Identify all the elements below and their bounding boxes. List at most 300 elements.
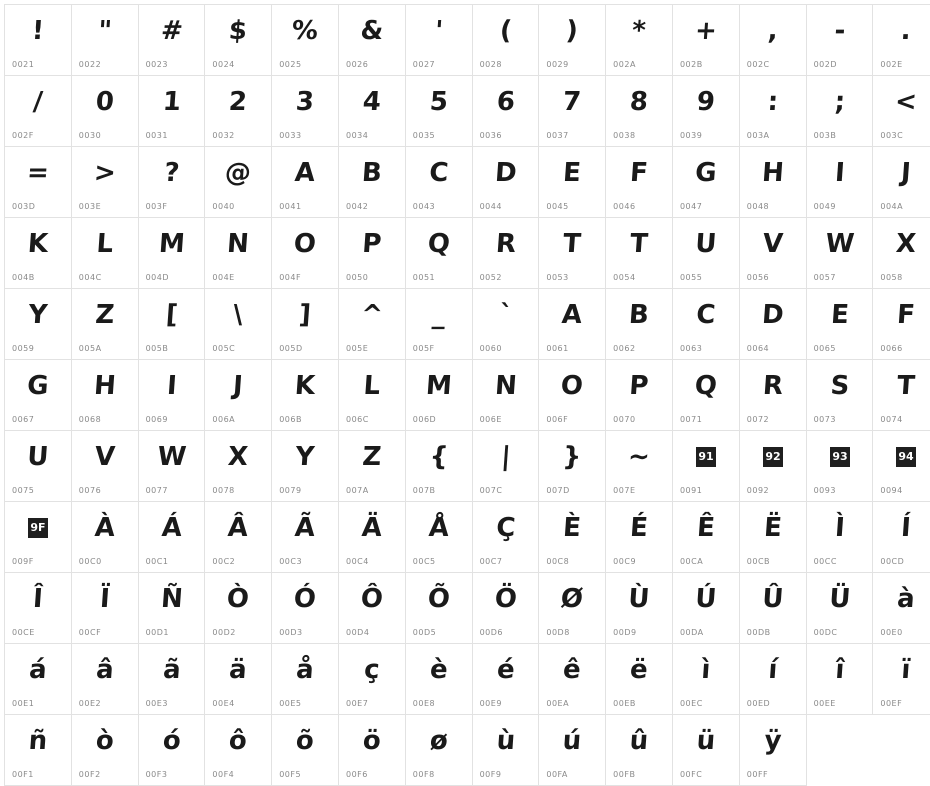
glyph-cell-inner (205, 502, 271, 572)
glyph-character: H (738, 147, 807, 199)
glyph-cell[interactable] (606, 147, 673, 218)
glyph-cell[interactable] (539, 147, 606, 218)
glyph-cell[interactable] (405, 715, 472, 786)
glyph-cell-inner (139, 76, 205, 146)
glyph-cell-inner (673, 644, 739, 714)
glyph-cell-inner (205, 147, 271, 217)
glyph-character: ï (872, 644, 930, 696)
glyph-character: D (471, 147, 540, 199)
glyph-cell[interactable] (739, 502, 806, 573)
glyph-cell-inner (473, 715, 539, 785)
glyph-cell[interactable] (472, 5, 539, 76)
glyph-character: E (538, 147, 607, 199)
glyph-code-point: 0071 (680, 415, 702, 424)
glyph-cell[interactable] (405, 5, 472, 76)
glyph-character: ~ (604, 431, 673, 483)
glyph-character: } (538, 431, 607, 483)
glyph-character: > (70, 147, 139, 199)
glyph-cell[interactable] (272, 218, 339, 289)
glyph-cell[interactable] (606, 715, 673, 786)
glyph-cell[interactable] (205, 289, 272, 360)
glyph-character: Ì (805, 502, 874, 554)
glyph-cell[interactable] (873, 431, 930, 502)
glyph-code-point: 00D8 (546, 628, 569, 637)
glyph-cell[interactable] (5, 147, 72, 218)
glyph-row (5, 76, 930, 147)
glyph-cell[interactable] (739, 147, 806, 218)
glyph-character: ; (805, 76, 874, 128)
glyph-cell[interactable] (806, 147, 873, 218)
glyph-character: F (604, 147, 673, 199)
glyph-cell[interactable] (405, 644, 472, 715)
glyph-code-point: 00E7 (346, 699, 368, 708)
glyph-cell-inner (5, 76, 71, 146)
glyph-character: Ô (337, 573, 406, 625)
glyph-cell[interactable] (873, 502, 930, 573)
glyph-character: N (204, 218, 273, 270)
glyph-cell[interactable] (606, 76, 673, 147)
glyph-cell-inner (5, 573, 71, 643)
glyph-character: _ (404, 289, 473, 341)
glyph-character: O (270, 218, 339, 270)
glyph-cell[interactable] (71, 644, 138, 715)
glyph-cell-inner (606, 147, 672, 217)
glyph-cell[interactable] (672, 5, 739, 76)
glyph-cell[interactable] (806, 218, 873, 289)
glyph-cell-inner (339, 5, 405, 75)
glyph-cell[interactable] (739, 218, 806, 289)
glyph-code-point: 0040 (212, 202, 234, 211)
glyph-cell[interactable] (472, 644, 539, 715)
glyph-cell[interactable] (672, 147, 739, 218)
glyph-cell[interactable] (606, 360, 673, 431)
glyph-cell[interactable] (873, 289, 930, 360)
glyph-cell-inner (139, 644, 205, 714)
glyph-code-point: 00E2 (79, 699, 101, 708)
glyph-code-point: 00F3 (146, 770, 168, 779)
glyph-code-point: 004E (212, 273, 234, 282)
glyph-cell[interactable] (205, 502, 272, 573)
glyph-cell[interactable] (539, 360, 606, 431)
glyph-cell[interactable] (672, 431, 739, 502)
glyph-character: G (671, 147, 740, 199)
glyph-cell[interactable] (806, 644, 873, 715)
glyph-cell[interactable] (606, 644, 673, 715)
glyph-cell[interactable] (739, 644, 806, 715)
glyph-cell[interactable] (739, 573, 806, 644)
glyph-character: A (270, 147, 339, 199)
glyph-cell[interactable] (539, 715, 606, 786)
glyph-code-point: 00D4 (346, 628, 369, 637)
glyph-character: , (738, 5, 807, 57)
glyph-cell[interactable] (338, 289, 405, 360)
glyph-cell[interactable] (272, 573, 339, 644)
glyph-cell[interactable] (806, 360, 873, 431)
glyph-cell[interactable] (739, 431, 806, 502)
glyph-cell[interactable] (873, 360, 930, 431)
glyph-cell[interactable] (739, 289, 806, 360)
glyph-code-point: 00F8 (413, 770, 435, 779)
glyph-cell-inner (740, 644, 806, 714)
glyph-cell[interactable] (138, 360, 205, 431)
glyph-cell[interactable] (606, 289, 673, 360)
glyph-cell-inner (72, 289, 138, 359)
glyph-code-point: 004C (79, 273, 102, 282)
glyph-code-point: 007A (346, 486, 369, 495)
glyph-cell[interactable] (71, 360, 138, 431)
glyph-character: Ü (805, 573, 874, 625)
glyph-cell[interactable] (472, 360, 539, 431)
glyph-character: I (805, 147, 874, 199)
glyph-cell[interactable] (806, 431, 873, 502)
glyph-code-point: 00F2 (79, 770, 101, 779)
glyph-code-point: 0029 (546, 60, 568, 69)
glyph-cell[interactable] (539, 76, 606, 147)
glyph-cell-inner (873, 360, 930, 430)
glyph-cell-inner (272, 76, 338, 146)
glyph-cell[interactable] (205, 76, 272, 147)
glyph-cell[interactable] (205, 644, 272, 715)
glyph-cell[interactable] (606, 5, 673, 76)
glyph-code-point: 0025 (279, 60, 301, 69)
glyph-code-point: 00E8 (413, 699, 435, 708)
glyph-cell-inner (139, 5, 205, 75)
glyph-character: ç (337, 644, 406, 696)
glyph-cell[interactable] (472, 218, 539, 289)
glyph-code-point: 0039 (680, 131, 702, 140)
glyph-code-point: 00ED (747, 699, 770, 708)
glyph-cell[interactable] (539, 431, 606, 502)
glyph-cell-inner (205, 76, 271, 146)
glyph-cell-inner (406, 431, 472, 501)
glyph-cell[interactable] (405, 218, 472, 289)
glyph-character: ô (204, 715, 273, 767)
glyph-cell[interactable] (272, 644, 339, 715)
glyph-cell[interactable] (272, 5, 339, 76)
glyph-code-point: 007D (546, 486, 569, 495)
glyph-cell[interactable] (873, 644, 930, 715)
glyph-cell-inner (72, 502, 138, 572)
glyph-cell-inner (272, 289, 338, 359)
glyph-cell[interactable] (205, 573, 272, 644)
glyph-character: F (872, 289, 930, 341)
glyph-cell-inner (272, 502, 338, 572)
glyph-cell[interactable] (71, 76, 138, 147)
glyph-cell[interactable] (272, 431, 339, 502)
glyph-cell[interactable] (739, 715, 806, 786)
glyph-cell[interactable] (71, 715, 138, 786)
glyph-cell[interactable] (672, 502, 739, 573)
glyph-cell[interactable] (272, 76, 339, 147)
glyph-cell[interactable] (71, 147, 138, 218)
glyph-code-point: 00E0 (880, 628, 902, 637)
glyph-cell-inner (873, 644, 930, 714)
glyph-character: 2 (204, 76, 273, 128)
glyph-character: 91 (671, 431, 740, 483)
glyph-cell[interactable] (539, 573, 606, 644)
glyph-character: ) (538, 5, 607, 57)
glyph-character: L (337, 360, 406, 412)
glyph-cell[interactable] (672, 644, 739, 715)
glyph-cell-inner (339, 218, 405, 288)
glyph-character: " (70, 5, 139, 57)
glyph-character: 6 (471, 76, 540, 128)
glyph-cell[interactable] (606, 431, 673, 502)
glyph-cell-inner (406, 502, 472, 572)
glyph-cell[interactable] (71, 573, 138, 644)
glyph-cell-inner (807, 76, 873, 146)
glyph-cell[interactable] (672, 289, 739, 360)
glyph-cell[interactable] (138, 502, 205, 573)
glyph-cell-inner (473, 502, 539, 572)
glyph-cell[interactable] (71, 5, 138, 76)
glyph-cell[interactable] (405, 431, 472, 502)
glyph-cell[interactable] (205, 5, 272, 76)
glyph-cell[interactable] (739, 360, 806, 431)
glyph-cell[interactable] (539, 289, 606, 360)
glyph-character: õ (270, 715, 339, 767)
glyph-character: + (671, 5, 740, 57)
glyph-cell[interactable] (472, 431, 539, 502)
glyph-code-point: 0065 (814, 344, 836, 353)
glyph-cell-inner (72, 5, 138, 75)
glyph-cell[interactable] (272, 502, 339, 573)
glyph-character: Q (404, 218, 473, 270)
glyph-code-point: 0092 (747, 486, 769, 495)
glyph-cell[interactable] (5, 76, 72, 147)
glyph-cell[interactable] (672, 360, 739, 431)
glyph-cell[interactable] (272, 147, 339, 218)
glyph-code-point: 0045 (546, 202, 568, 211)
glyph-character: B (604, 289, 673, 341)
glyph-character: A (538, 289, 607, 341)
glyph-cell[interactable] (873, 76, 930, 147)
glyph-cell[interactable] (338, 147, 405, 218)
glyph-cell-inner (740, 502, 806, 572)
glyph-cell[interactable] (272, 360, 339, 431)
glyph-character: U (3, 431, 72, 483)
glyph-cell-inner (539, 76, 605, 146)
glyph-cell-inner (807, 147, 873, 217)
glyph-cell[interactable] (405, 360, 472, 431)
glyph-cell[interactable] (71, 218, 138, 289)
glyph-code-point: 0073 (814, 415, 836, 424)
glyph-character: 93 (805, 431, 874, 483)
glyph-code-point: 0042 (346, 202, 368, 211)
glyph-character: ? (137, 147, 206, 199)
glyph-row (5, 573, 930, 644)
glyph-character: ø (404, 715, 473, 767)
glyph-cell[interactable] (472, 147, 539, 218)
glyph-cell[interactable] (405, 502, 472, 573)
glyph-cell-inner (473, 573, 539, 643)
glyph-character: ] (270, 289, 339, 341)
glyph-cell-inner (205, 289, 271, 359)
glyph-code-point: 00DA (680, 628, 704, 637)
glyph-character: R (738, 360, 807, 412)
glyph-code-point: 0061 (546, 344, 568, 353)
glyph-cell[interactable] (472, 573, 539, 644)
glyph-cell[interactable] (539, 644, 606, 715)
glyph-code-point: 00F9 (480, 770, 502, 779)
glyph-code-point: 0034 (346, 131, 368, 140)
glyph-cell[interactable] (138, 644, 205, 715)
glyph-cell[interactable] (472, 715, 539, 786)
glyph-cell[interactable] (806, 502, 873, 573)
glyph-character: 92 (738, 431, 807, 483)
glyph-code-point: 0048 (747, 202, 769, 211)
glyph-cell[interactable] (873, 573, 930, 644)
glyph-code-point: 006B (279, 415, 302, 424)
glyph-code-point: 00C0 (79, 557, 102, 566)
glyph-cell[interactable] (338, 644, 405, 715)
glyph-cell-inner (5, 715, 71, 785)
glyph-cell[interactable] (5, 360, 72, 431)
glyph-cell[interactable] (405, 147, 472, 218)
glyph-cell[interactable] (205, 147, 272, 218)
glyph-character: ê (538, 644, 607, 696)
glyph-cell-inner (139, 715, 205, 785)
glyph-cell[interactable] (672, 76, 739, 147)
glyph-cell[interactable] (138, 573, 205, 644)
glyph-cell-inner (740, 218, 806, 288)
glyph-cell[interactable] (205, 360, 272, 431)
glyph-code-point: 00DB (747, 628, 771, 637)
glyph-cell[interactable] (5, 715, 72, 786)
glyph-cell[interactable] (5, 431, 72, 502)
glyph-cell[interactable] (5, 644, 72, 715)
glyph-cell[interactable] (806, 573, 873, 644)
glyph-cell[interactable] (606, 218, 673, 289)
glyph-cell-inner (673, 715, 739, 785)
glyph-cell[interactable] (138, 289, 205, 360)
glyph-cell[interactable] (338, 502, 405, 573)
glyph-cell[interactable] (71, 502, 138, 573)
glyph-code-point: 0038 (613, 131, 635, 140)
glyph-cell[interactable] (806, 289, 873, 360)
glyph-cell[interactable] (539, 5, 606, 76)
glyph-cell[interactable] (338, 715, 405, 786)
glyph-cell-inner (139, 218, 205, 288)
glyph-character: Ö (471, 573, 540, 625)
glyph-character: T (872, 360, 930, 412)
glyph-cell-inner (673, 5, 739, 75)
glyph-cell[interactable] (71, 289, 138, 360)
glyph-cell[interactable] (405, 573, 472, 644)
glyph-cell-inner (539, 431, 605, 501)
glyph-cell[interactable] (138, 147, 205, 218)
glyph-cell-inner (339, 715, 405, 785)
glyph-cell[interactable] (873, 147, 930, 218)
glyph-character: P (604, 360, 673, 412)
glyph-cell[interactable] (472, 76, 539, 147)
glyph-cell[interactable] (873, 218, 930, 289)
glyph-cell[interactable] (539, 502, 606, 573)
glyph-cell[interactable] (5, 502, 72, 573)
glyph-character: Ó (270, 573, 339, 625)
glyph-code-point: 00DC (814, 628, 838, 637)
glyph-cell[interactable] (672, 218, 739, 289)
glyph-cell[interactable] (338, 76, 405, 147)
glyph-cell[interactable] (739, 76, 806, 147)
glyph-character: ò (70, 715, 139, 767)
glyph-cell[interactable] (338, 573, 405, 644)
glyph-character: | (471, 431, 540, 483)
glyph-cell[interactable] (806, 76, 873, 147)
glyph-character: N (471, 360, 540, 412)
glyph-cell[interactable] (205, 431, 272, 502)
glyph-cell[interactable] (138, 5, 205, 76)
glyph-cell[interactable] (272, 289, 339, 360)
glyph-cell[interactable] (405, 76, 472, 147)
glyph-cell-inner (5, 289, 71, 359)
glyph-code-point: 0027 (413, 60, 435, 69)
glyph-cell-inner (539, 360, 605, 430)
glyph-cell[interactable] (539, 218, 606, 289)
glyph-cell[interactable] (5, 573, 72, 644)
glyph-cell-inner (205, 218, 271, 288)
glyph-cell[interactable] (138, 76, 205, 147)
glyph-cell[interactable] (138, 715, 205, 786)
glyph-cell[interactable] (338, 218, 405, 289)
glyph-cell[interactable] (71, 431, 138, 502)
glyph-character: È (538, 502, 607, 554)
glyph-cell[interactable] (672, 715, 739, 786)
glyph-cell[interactable] (606, 573, 673, 644)
glyph-cell-inner (606, 502, 672, 572)
glyph-cell[interactable] (138, 431, 205, 502)
glyph-code-point: 00D2 (212, 628, 235, 637)
glyph-cell[interactable] (5, 218, 72, 289)
glyph-cell[interactable] (472, 502, 539, 573)
glyph-cell-inner (205, 360, 271, 430)
glyph-character: Ç (471, 502, 540, 554)
glyph-cell[interactable] (873, 5, 930, 76)
glyph-cell[interactable] (272, 715, 339, 786)
glyph-cell-inner (673, 360, 739, 430)
glyph-cell-inner (740, 715, 806, 785)
glyph-cell-inner (72, 573, 138, 643)
glyph-character: < (872, 76, 930, 128)
glyph-cell-inner (473, 76, 539, 146)
glyph-cell[interactable] (739, 5, 806, 76)
glyph-cell-inner (406, 76, 472, 146)
glyph-cell[interactable] (338, 5, 405, 76)
glyph-character: Ù (604, 573, 673, 625)
glyph-code-point: 00EF (880, 699, 902, 708)
glyph-cell[interactable] (205, 218, 272, 289)
glyph-cell[interactable] (205, 715, 272, 786)
glyph-code-point: 0043 (413, 202, 435, 211)
glyph-cell[interactable] (472, 289, 539, 360)
glyph-code-point: 0094 (880, 486, 902, 495)
glyph-character: / (3, 76, 72, 128)
glyph-cell[interactable] (338, 431, 405, 502)
glyph-cell[interactable] (338, 360, 405, 431)
glyph-cell[interactable] (138, 218, 205, 289)
glyph-cell[interactable] (806, 5, 873, 76)
glyph-cell-inner (272, 573, 338, 643)
glyph-character: 5 (404, 76, 473, 128)
glyph-code-point: 006D (413, 415, 436, 424)
glyph-cell[interactable] (672, 573, 739, 644)
glyph-code-point: 0028 (480, 60, 502, 69)
glyph-cell[interactable] (606, 502, 673, 573)
glyph-code-point: 0074 (880, 415, 902, 424)
glyph-cell[interactable] (5, 289, 72, 360)
glyph-cell[interactable] (5, 5, 72, 76)
glyph-cell[interactable] (405, 289, 472, 360)
